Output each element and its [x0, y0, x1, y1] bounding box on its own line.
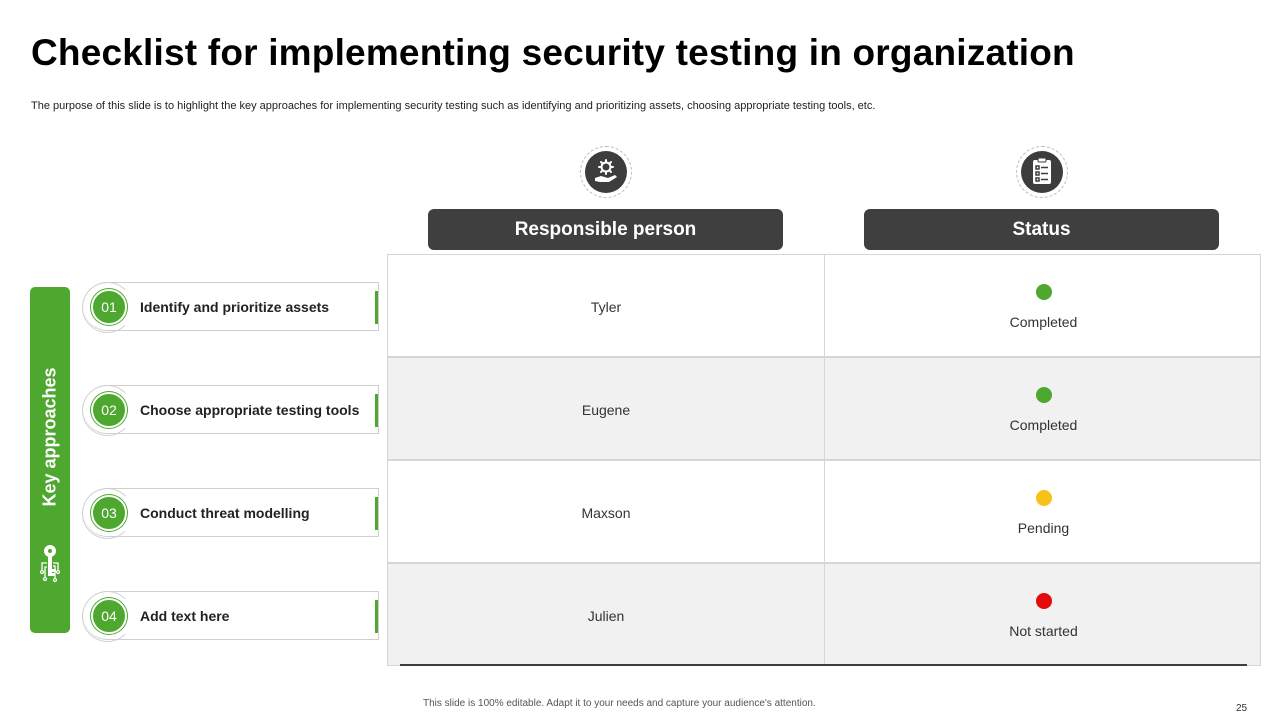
hand-gear-icon [580, 146, 632, 198]
status-text: Completed [1009, 313, 1078, 330]
approach-label: Conduct threat modelling [140, 504, 310, 521]
table-row [387, 357, 1261, 460]
clipboard-checklist-icon [1016, 146, 1068, 198]
status-text: Pending [1017, 519, 1070, 536]
approach-number: 02 [91, 392, 127, 428]
slide-subtitle: The purpose of this slide is to highlight the key approaches for implementing security testing such as identifying and prioritizing assets, choosing appropriate testing tools, etc. [31, 100, 876, 112]
slide-footer: This slide is 100% editable. Adapt it to your needs and capture your audience's attention. [423, 698, 816, 709]
person-cell: Eugene [581, 401, 631, 418]
approach-number: 03 [91, 495, 127, 531]
approach-item [83, 282, 379, 331]
table-bottom-rule [400, 664, 1247, 666]
status-text: Completed [1009, 416, 1078, 433]
table-row [387, 460, 1261, 563]
status-header: Status [864, 209, 1219, 250]
approach-number: 04 [91, 598, 127, 634]
key-approaches-sidebar [30, 287, 70, 633]
checklist-table [387, 254, 1261, 666]
slide-title: Checklist for implementing security testing in organization [31, 32, 1075, 73]
responsible-person-header: Responsible person [428, 209, 783, 250]
sidebar-label: Key approaches [39, 367, 60, 507]
status-cell [825, 461, 1262, 564]
approach-number: 01 [91, 289, 127, 325]
status-text: Not started [1009, 622, 1078, 639]
person-cell: Julien [587, 607, 625, 624]
status-dot [1036, 387, 1052, 403]
status-cell [825, 255, 1262, 358]
page-number: 25 [1236, 703, 1248, 714]
approach-label: Identify and prioritize assets [140, 298, 330, 315]
person-cell: Tyler [590, 298, 622, 315]
approach-label: Choose appropriate testing tools [140, 401, 360, 418]
person-cell: Maxson [581, 504, 631, 521]
approach-item [83, 488, 379, 537]
status-dot [1036, 490, 1052, 506]
status-dot [1036, 593, 1052, 609]
table-row [387, 254, 1261, 357]
approach-label: Add text here [140, 607, 230, 624]
status-cell [825, 564, 1262, 667]
key-circuit-icon [36, 543, 64, 583]
approach-item [83, 591, 379, 640]
table-row [387, 563, 1261, 666]
approach-item [83, 385, 379, 434]
status-dot [1036, 284, 1052, 300]
status-cell [825, 358, 1262, 461]
